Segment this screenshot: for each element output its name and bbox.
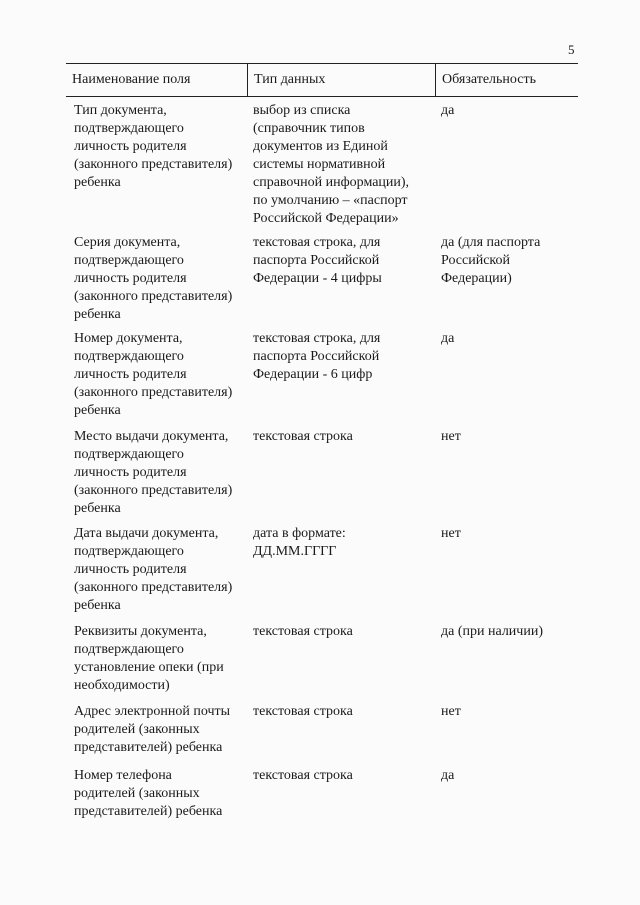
cell-line: личность родителя <box>74 271 187 286</box>
cell-line: документов из Единой <box>253 139 388 154</box>
field-name-cell <box>66 525 247 615</box>
cell-line: подтверждающего <box>74 349 184 364</box>
cell-line: представителей) ребенка <box>74 740 223 755</box>
cell-line: ДД.ММ.ГГГГ <box>253 544 337 559</box>
cell-line: паспорта Российской <box>253 253 380 268</box>
required-cell <box>435 767 578 785</box>
cell-line: выбор из списка <box>253 103 351 118</box>
cell-line: да (для паспорта <box>441 235 541 250</box>
header-required: Обязательность <box>435 64 578 96</box>
table-row <box>66 234 578 324</box>
cell-line: Российской <box>441 253 510 268</box>
cell-line: Тип документа, <box>74 103 167 118</box>
cell-line: да <box>441 103 455 118</box>
cell-line: подтверждающего <box>74 253 184 268</box>
cell-line: Место выдачи документа, <box>74 429 229 444</box>
cell-line: необходимости) <box>74 678 170 693</box>
cell-line: текстовая строка <box>253 429 353 444</box>
cell-line: подтверждающего <box>74 447 184 462</box>
cell-line: да (при наличии) <box>441 624 543 639</box>
cell-line: текстовая строка <box>253 624 353 639</box>
cell-line: текстовая строка, для <box>253 331 381 346</box>
required-cell <box>435 525 578 543</box>
cell-line: личность родителя <box>74 367 187 382</box>
required-cell <box>435 703 578 721</box>
cell-line: подтверждающего <box>74 121 184 136</box>
table-row <box>66 102 578 228</box>
required-cell <box>435 330 578 348</box>
cell-line: личность родителя <box>74 139 187 154</box>
required-cell <box>435 623 578 641</box>
cell-line: (законного представителя) <box>74 289 233 304</box>
data-type-cell <box>247 525 435 561</box>
data-type-cell <box>247 428 435 446</box>
cell-line: ребенка <box>74 501 121 516</box>
header-field-name: Наименование поля <box>72 72 191 87</box>
table-row <box>66 525 578 615</box>
cell-line: Федерации - 6 цифр <box>253 367 373 382</box>
cell-line: системы нормативной <box>253 157 386 172</box>
fields-table <box>66 63 578 819</box>
cell-line: нет <box>441 704 461 719</box>
header-data-type: Тип данных <box>247 64 435 96</box>
data-type-cell <box>247 102 435 228</box>
cell-line: паспорта Российской <box>253 349 380 364</box>
cell-line: по умолчанию – «паспорт <box>253 193 408 208</box>
table-row <box>66 623 578 695</box>
table-row <box>66 330 578 420</box>
cell-line: (законного представителя) <box>74 483 233 498</box>
cell-line: Федерации) <box>441 271 512 286</box>
data-type-cell <box>247 330 435 384</box>
data-type-cell <box>247 767 435 785</box>
cell-line: личность родителя <box>74 465 187 480</box>
data-type-cell <box>247 234 435 288</box>
cell-line: дата в формате: <box>253 526 346 541</box>
cell-line: (законного представителя) <box>74 157 233 172</box>
field-name-cell <box>66 428 247 518</box>
cell-line: да <box>441 331 455 346</box>
cell-line: текстовая строка <box>253 768 353 783</box>
cell-line: установление опеки (при <box>74 660 224 675</box>
cell-line: Дата выдачи документа, <box>74 526 219 541</box>
field-name-cell <box>66 623 247 695</box>
data-type-cell <box>247 703 435 721</box>
cell-line: Серия документа, <box>74 235 181 250</box>
cell-line: родителей (законных <box>74 722 200 737</box>
table-row <box>66 703 578 757</box>
cell-line: нет <box>441 429 461 444</box>
cell-line: Адрес электронной почты <box>74 704 231 719</box>
cell-line: подтверждающего <box>74 544 184 559</box>
cell-line: нет <box>441 526 461 541</box>
cell-line: ребенка <box>74 598 121 613</box>
cell-line: Российской Федерации» <box>253 211 399 226</box>
cell-line: личность родителя <box>74 562 187 577</box>
page-number: 5 <box>568 42 575 57</box>
cell-line: (справочник типов <box>253 121 365 136</box>
cell-line: подтверждающего <box>74 642 184 657</box>
field-name-cell <box>66 703 247 757</box>
cell-line: (законного представителя) <box>74 385 233 400</box>
cell-line: текстовая строка, для <box>253 235 381 250</box>
field-name-cell <box>66 102 247 192</box>
table-row <box>66 767 578 821</box>
required-cell <box>435 102 578 120</box>
cell-line: Номер документа, <box>74 331 183 346</box>
required-cell <box>435 234 578 288</box>
cell-line: ребенка <box>74 175 121 190</box>
cell-line: ребенка <box>74 403 121 418</box>
field-name-cell <box>66 234 247 324</box>
field-name-cell <box>66 767 247 821</box>
cell-line: Федерации - 4 цифры <box>253 271 382 286</box>
cell-line: представителей) ребенка <box>74 804 223 819</box>
cell-line: справочной информации), <box>253 175 410 190</box>
table-row <box>66 428 578 518</box>
cell-line: ребенка <box>74 307 121 322</box>
table-header-row <box>66 63 578 97</box>
field-name-cell <box>66 330 247 420</box>
required-cell <box>435 428 578 446</box>
cell-line: родителей (законных <box>74 786 200 801</box>
cell-line: Реквизиты документа, <box>74 624 207 639</box>
cell-line: да <box>441 768 455 783</box>
cell-line: (законного представителя) <box>74 580 233 595</box>
cell-line: текстовая строка <box>253 704 353 719</box>
data-type-cell <box>247 623 435 641</box>
cell-line: Номер телефона <box>74 768 172 783</box>
